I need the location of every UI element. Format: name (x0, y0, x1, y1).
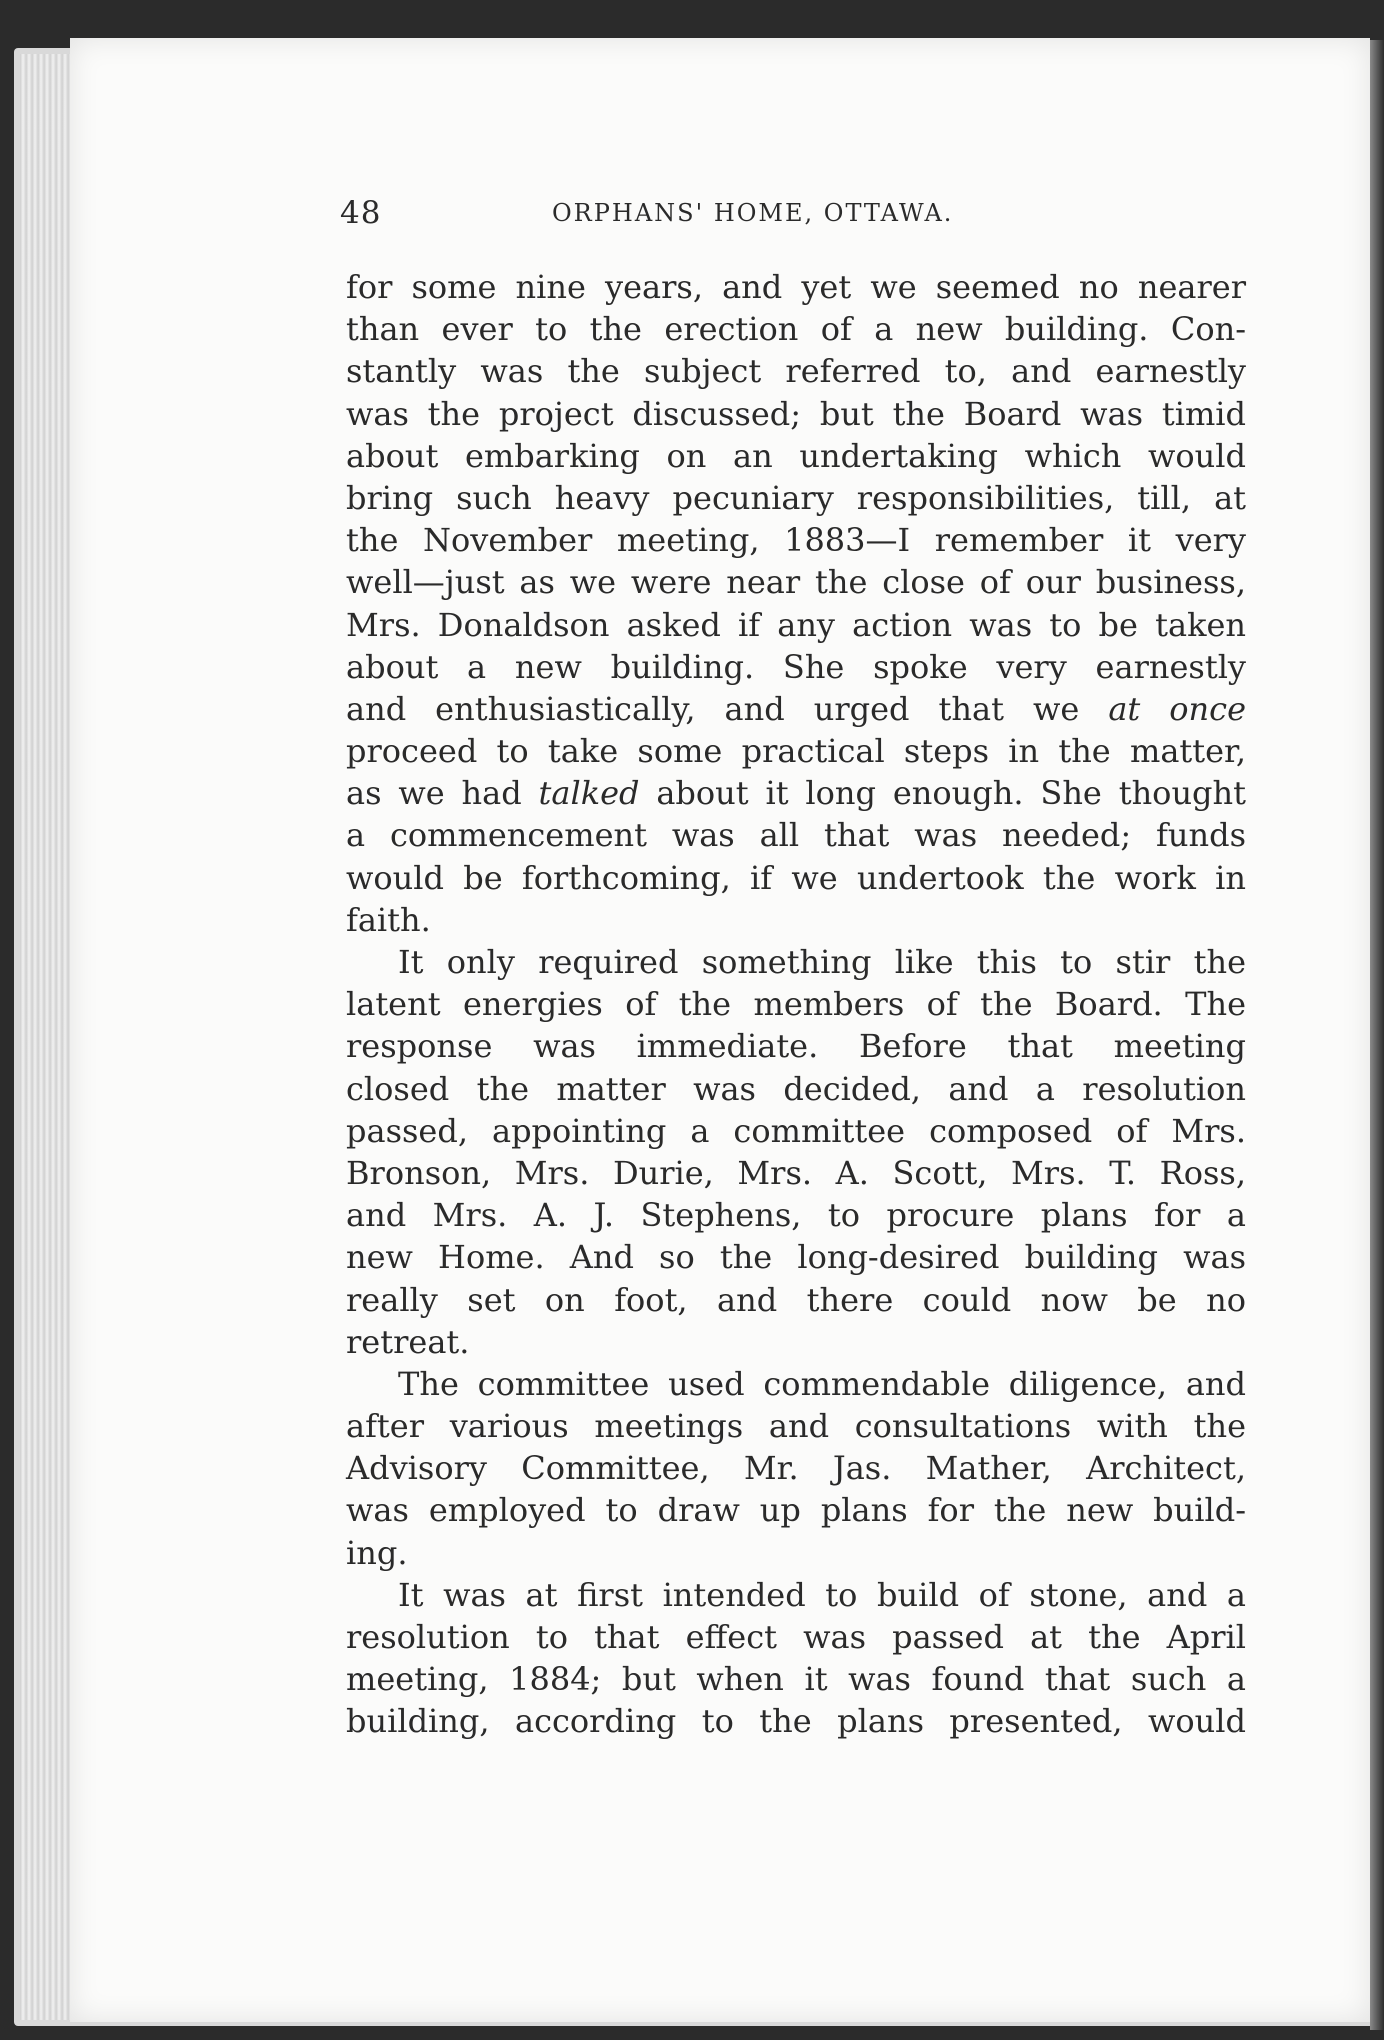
text-line: meeting, 1884; but when it was found that such a (346, 1660, 1246, 1699)
text-line: response was immediate. Before that meeting (346, 1027, 1246, 1066)
italic-emphasis: talked (538, 774, 640, 813)
running-title: ORPHANS' HOME, OTTAWA. (552, 199, 954, 227)
text-line: new Home. And so the long-desired building was (346, 1238, 1246, 1277)
text-run: about it long enough. She thought (639, 774, 1247, 813)
paragraph-3 (346, 1363, 1246, 1574)
text-line: resolution to that effect was passed at the April (346, 1618, 1246, 1656)
text-run: and enthusiastically, and urged that we (346, 689, 1109, 728)
text-line: than ever to the erection of a new building. Con- (346, 310, 1246, 349)
text-line: faith. (346, 900, 431, 939)
running-head (340, 195, 1020, 241)
text-line-with-italic (346, 688, 1246, 730)
paragraph-4 (346, 1574, 1246, 1743)
text-line: stantly was the subject referred to, and earnestly (346, 352, 1246, 391)
text-line-with-italic (346, 772, 1246, 814)
text-line: about embarking on an undertaking which would (346, 436, 1246, 475)
text-line: a commencement was all that was needed; funds (346, 816, 1246, 855)
text-line: The committee used commendable diligence, and (398, 1364, 1246, 1403)
text-run: as we had (346, 774, 539, 813)
text-line: would be forthcoming, if we undertook the work in (346, 858, 1246, 897)
text-line: It only required something like this to stir the (398, 943, 1246, 981)
text-line: Bronson, Mrs. Durie, Mrs. A. Scott, Mrs. T. Ross, (346, 1153, 1246, 1192)
text-line: proceed to take some practical steps in the matter, (346, 732, 1246, 771)
body-text (346, 266, 1246, 1743)
text-line: closed the matter was decided, and a resolution (346, 1069, 1246, 1108)
text-line: building, according to the plans presented, would (346, 1702, 1246, 1741)
text-line: and Mrs. A. J. Stephens, to procure plans for a (346, 1196, 1246, 1235)
text-line: the November meeting, 1883—I remember it very (346, 521, 1246, 560)
text-line: passed, appointing a committee composed of Mrs. (346, 1111, 1246, 1150)
text-line: bring such heavy pecuniary responsibilities, till, at (346, 478, 1246, 517)
text-line: well—just as we were near the close of our business, (346, 563, 1246, 602)
text-line: Mrs. Donaldson asked if any action was to be taken (346, 605, 1246, 644)
text-line: was the project discussed; but the Board was timid (346, 394, 1246, 433)
text-line: was employed to draw up plans for the new build- (346, 1491, 1246, 1530)
text-line: really set on foot, and there could now be no (346, 1280, 1246, 1319)
book-binding-shadow (1370, 40, 1384, 2030)
text-line: Advisory Committee, Mr. Jas. Mather, Architect, (346, 1449, 1246, 1488)
paragraph-1 (346, 266, 1246, 941)
page-number: 48 (340, 195, 382, 231)
italic-emphasis: at once (1108, 689, 1247, 728)
text-line: latent energies of the members of the Board. The (346, 985, 1246, 1024)
text-line: after various meetings and consultations with the (346, 1407, 1246, 1446)
text-line: ing. (346, 1533, 408, 1572)
text-line: about a new building. She spoke very earnestly (346, 647, 1246, 686)
text-line: retreat. (346, 1322, 470, 1361)
text-line: It was at first intended to build of stone, and a (398, 1575, 1246, 1614)
paragraph-2 (346, 941, 1246, 1363)
text-line: for some nine years, and yet we seemed no nearer (346, 268, 1246, 306)
